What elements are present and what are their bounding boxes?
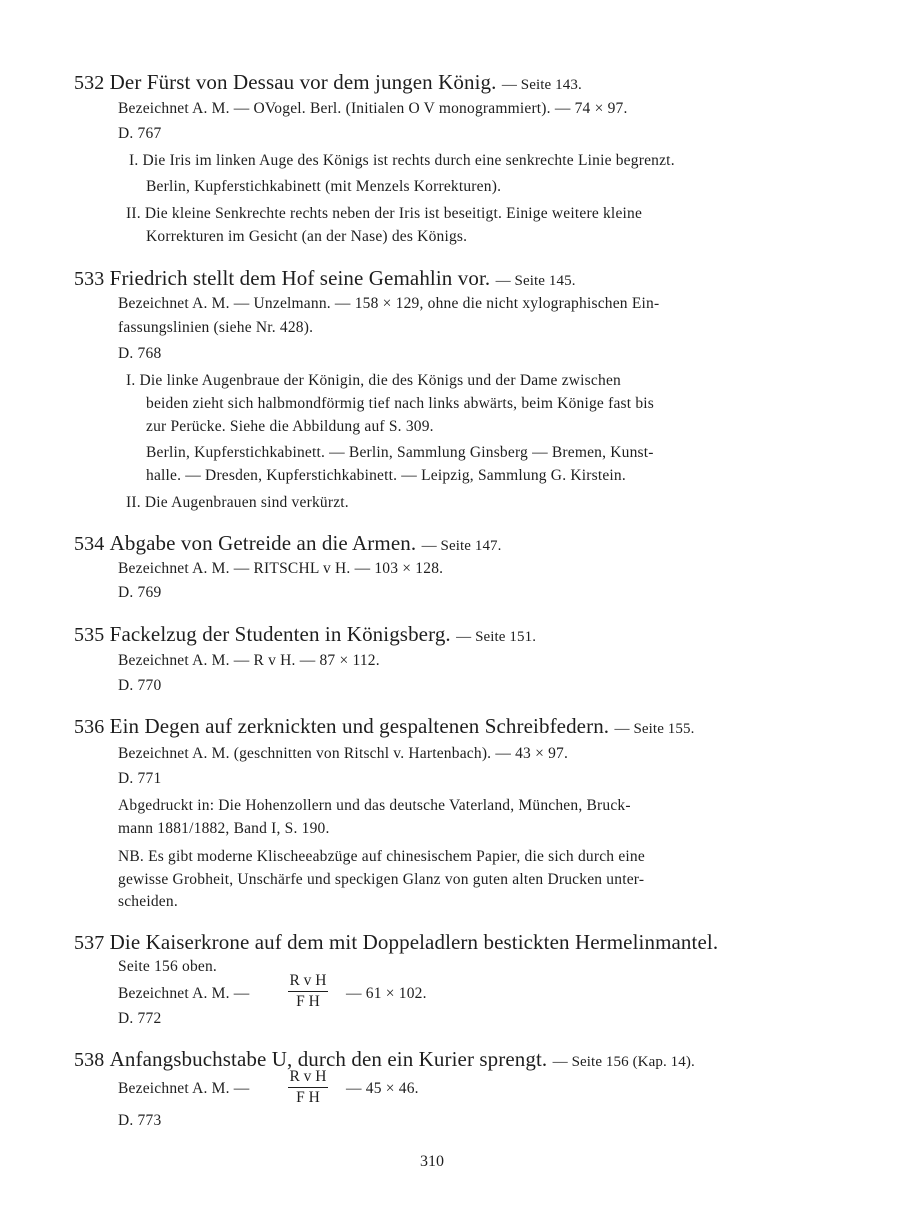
entry-line: Bezeichnet A. M. — bbox=[118, 1080, 250, 1097]
fraction-numerator: R v H bbox=[288, 1068, 328, 1088]
entry-line: halle. — Dresden, Kupferstichkabinett. — Leipzig, Sammlung G. Kirstein. bbox=[146, 467, 626, 484]
entry-line: II. Die kleine Senkrechte rechts neben der Iris ist beseitigt. Einige weitere kleine bbox=[126, 205, 643, 222]
entry-line: Bezeichnet A. M. — Unzelmann. — 158 × 129, ohne die nicht xylographischen Ein- bbox=[118, 295, 660, 312]
entry-number: 536 bbox=[74, 716, 105, 738]
entry-line: D. 770 bbox=[118, 677, 162, 694]
entry-line: fassungslinien (siehe Nr. 428). bbox=[118, 319, 314, 336]
entry-line: Bezeichnet A. M. — OVogel. Berl. (Initialen O V monogrammiert). — 74 × 97. bbox=[118, 100, 628, 117]
entry-title: Anfangsbuchstabe U, durch den ein Kurier sprengt. bbox=[109, 1047, 548, 1071]
fraction-numerator: R v H bbox=[288, 972, 328, 992]
monogram-fraction bbox=[288, 1068, 328, 1107]
entry-heading bbox=[74, 70, 582, 97]
entry-page-ref: — Seite 147. bbox=[421, 538, 502, 554]
entry-line: D. 772 bbox=[118, 1010, 162, 1027]
entry-heading bbox=[74, 714, 694, 741]
entry-line: D. 771 bbox=[118, 770, 162, 787]
entry-line: Berlin, Kupferstichkabinett (mit Menzels Korrekturen). bbox=[146, 178, 502, 195]
entry-title: Die Kaiserkrone auf dem mit Doppeladlern bestickten Hermelinmantel. bbox=[109, 930, 719, 954]
entry-line: Bezeichnet A. M. (geschnitten von Ritschl v. Hartenbach). — 43 × 97. bbox=[118, 745, 569, 762]
entry-line: I. Die Iris im linken Auge des Königs ist rechts durch eine senkrechte Linie begrenzt. bbox=[129, 152, 675, 169]
entry-line: zur Perücke. Siehe die Abbildung auf S. 309. bbox=[146, 418, 434, 435]
entry-line: Korrekturen im Gesicht (an der Nase) des Königs. bbox=[146, 228, 468, 245]
entry-number: 534 bbox=[74, 533, 105, 555]
entry-line: Berlin, Kupferstichkabinett. — Berlin, Sammlung Ginsberg — Bremen, Kunst- bbox=[146, 444, 654, 461]
entry-line: beiden zieht sich halbmondförmig tief nach links abwärts, beim Könige fast bis bbox=[146, 395, 655, 412]
entry-page-ref: — Seite 156 (Kap. 14). bbox=[552, 1054, 695, 1070]
entry-page-ref: — Seite 145. bbox=[495, 273, 576, 289]
entry-line: NB. Es gibt moderne Klischeeabzüge auf chinesischem Papier, die sich durch eine bbox=[118, 848, 645, 865]
entry-line: D. 767 bbox=[118, 125, 162, 142]
entry-line: Bezeichnet A. M. — RITSCHL v H. — 103 × 128. bbox=[118, 560, 444, 577]
entry-line: gewisse Grobheit, Unschärfe und speckigen Glanz von guten alten Drucken unter- bbox=[118, 871, 645, 888]
entry-title: Ein Degen auf zerknickten und gespaltenen Schreibfedern. bbox=[109, 714, 610, 738]
entry-line: mann 1881/1882, Band I, S. 190. bbox=[118, 820, 330, 837]
monogram-fraction bbox=[288, 972, 328, 1011]
entry-line: II. Die Augenbrauen sind verkürzt. bbox=[126, 494, 349, 511]
entry-line: — 45 × 46. bbox=[346, 1080, 419, 1097]
entry-line: Seite 156 oben. bbox=[118, 958, 217, 975]
entry-line: D. 773 bbox=[118, 1112, 162, 1129]
entry-line: D. 768 bbox=[118, 345, 162, 362]
entry-page-ref: — Seite 151. bbox=[456, 629, 537, 645]
entry-number: 532 bbox=[74, 72, 105, 94]
entry-line: D. 769 bbox=[118, 584, 162, 601]
page-number: 310 bbox=[420, 1153, 444, 1170]
entry-heading bbox=[74, 531, 502, 558]
fraction-denominator: F H bbox=[296, 993, 320, 1010]
entry-line: I. Die linke Augenbraue der Königin, die des Königs und der Dame zwischen bbox=[126, 372, 621, 389]
entry-heading bbox=[74, 1047, 695, 1074]
entry-number: 538 bbox=[74, 1049, 105, 1071]
entry-line: scheiden. bbox=[118, 893, 178, 910]
entry-heading bbox=[74, 266, 576, 293]
entry-heading bbox=[74, 930, 718, 955]
entry-line: — 61 × 102. bbox=[346, 985, 427, 1002]
entry-number: 535 bbox=[74, 624, 105, 646]
entry-title: Abgabe von Getreide an die Armen. bbox=[109, 531, 417, 555]
entry-line: Abgedruckt in: Die Hohenzollern und das deutsche Vaterland, München, Bruck- bbox=[118, 797, 631, 814]
fraction-denominator: F H bbox=[296, 1089, 320, 1106]
entry-number: 537 bbox=[74, 932, 105, 954]
entry-number: 533 bbox=[74, 268, 105, 290]
entry-title: Friedrich stellt dem Hof seine Gemahlin vor. bbox=[109, 266, 491, 290]
entry-heading bbox=[74, 622, 536, 649]
entry-title: Fackelzug der Studenten in Königsberg. bbox=[109, 622, 451, 646]
entry-page-ref: — Seite 143. bbox=[501, 77, 582, 93]
entry-line: Bezeichnet A. M. — bbox=[118, 985, 250, 1002]
entry-title: Der Fürst von Dessau vor dem jungen König. bbox=[109, 70, 497, 94]
entry-page-ref: — Seite 155. bbox=[614, 721, 695, 737]
entry-line: Bezeichnet A. M. — R v H. — 87 × 112. bbox=[118, 652, 380, 669]
